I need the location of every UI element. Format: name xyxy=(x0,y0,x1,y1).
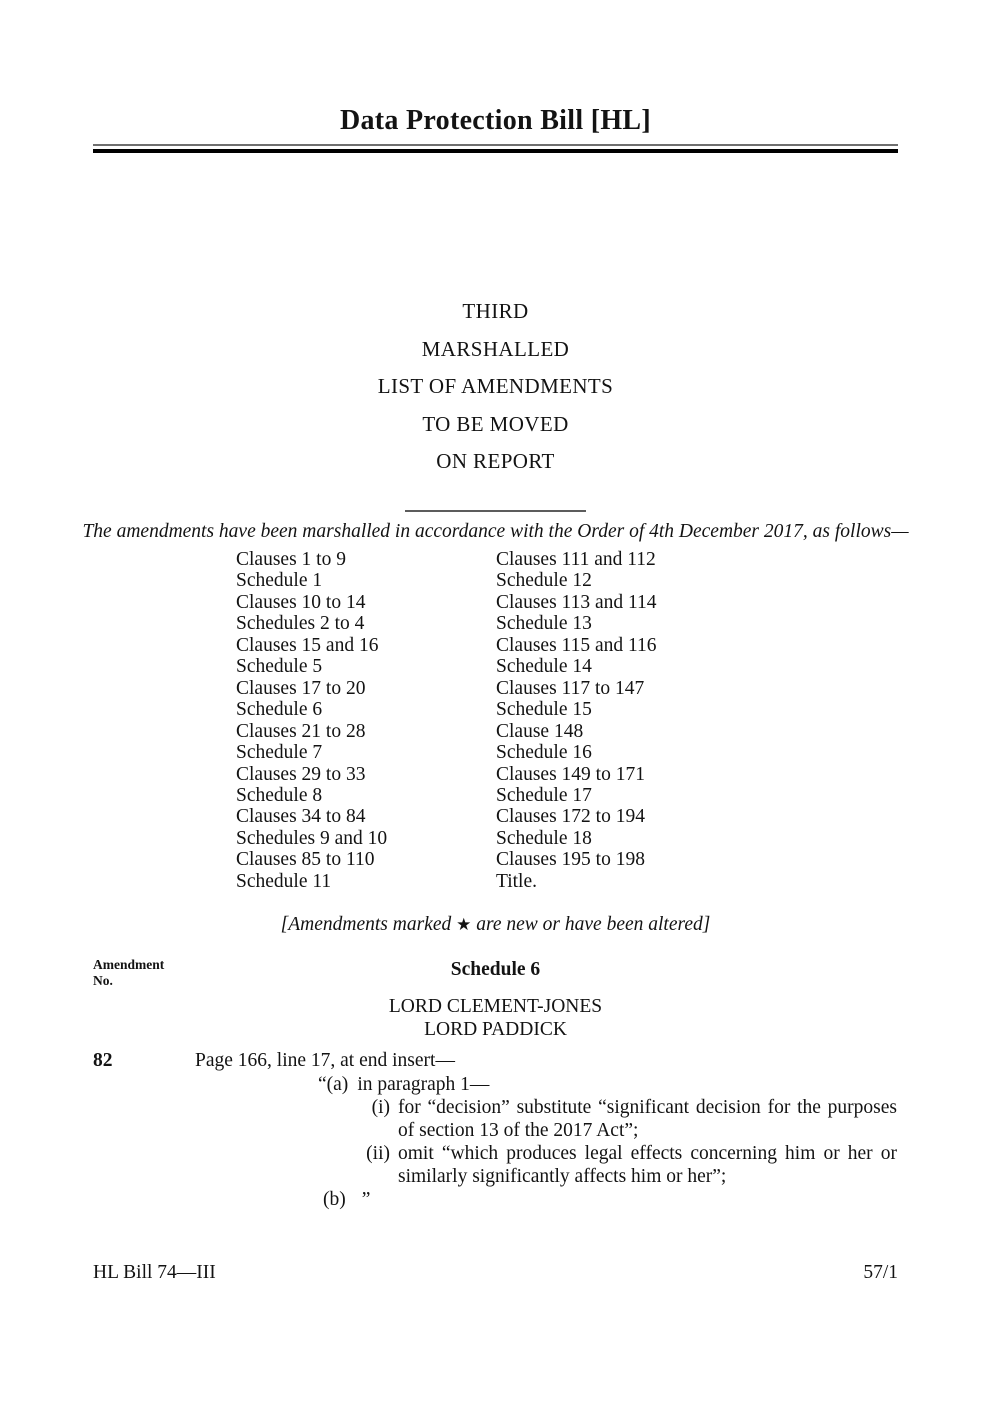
paragraph-a-text: in paragraph 1— xyxy=(357,1074,490,1096)
marshalled-list-right-column xyxy=(496,549,657,892)
page-footer xyxy=(93,1262,898,1284)
movers-list xyxy=(0,995,991,1041)
marshalling-note: The amendments have been marshalled in accordance with the Order of 4th December 2017, as follows— xyxy=(82,520,909,542)
amendment-sub-item-ii xyxy=(352,1142,991,1188)
sub-item-i-text: for “decision” substitute “significant decision for the purposes of section 13 of the 2017 Act”; xyxy=(398,1097,897,1142)
marshalled-list-left-column xyxy=(236,549,496,892)
list-item: Clauses 1 to 9 xyxy=(236,548,346,570)
paragraph-a-label: “(a) xyxy=(318,1074,349,1096)
page-reference: 57/1 xyxy=(863,1262,898,1283)
paragraph-b-closing-quote: ” xyxy=(361,1189,371,1211)
list-item: Clauses 117 to 147 xyxy=(496,677,645,699)
mover-name: LORD CLEMENT-JONES xyxy=(388,996,603,1018)
paragraph-b-label: (b) xyxy=(323,1189,346,1211)
sub-item-i-label: (i) xyxy=(371,1097,390,1119)
list-item: Clauses 85 to 110 xyxy=(236,849,375,871)
list-item: Clauses 21 to 28 xyxy=(236,720,366,742)
list-item: Clauses 34 to 84 xyxy=(236,806,366,828)
title-divider-thick-rule xyxy=(93,149,898,153)
amendment-instruction: Page 166, line 17, at end insert— xyxy=(195,1050,455,1072)
list-item: Clauses 172 to 194 xyxy=(496,806,645,828)
list-item: Clauses 17 to 20 xyxy=(236,677,366,699)
section-divider xyxy=(405,510,586,512)
list-item: Title. xyxy=(496,870,538,892)
amendment-header xyxy=(0,957,991,987)
heading-line-to-be-moved: TO BE MOVED xyxy=(422,411,569,436)
list-item: Clauses 111 and 112 xyxy=(496,548,656,570)
title-divider-thin-rule xyxy=(93,144,898,146)
amendment-paragraph-a xyxy=(318,1073,991,1096)
amendment-sub-item-i xyxy=(352,1096,991,1142)
list-item: Schedule 13 xyxy=(496,613,592,635)
amendment-number: 82 xyxy=(93,1050,113,1072)
heading-line-on-report: ON REPORT xyxy=(436,449,555,474)
heading-line-list-of-amendments: LIST OF AMENDMENTS xyxy=(377,374,614,399)
list-item: Schedule 14 xyxy=(496,656,592,678)
heading-line-marshalled: MARSHALLED xyxy=(421,336,570,361)
list-item: Clauses 10 to 14 xyxy=(236,591,366,613)
list-item: Clauses 195 to 198 xyxy=(496,849,645,871)
list-item: Schedule 16 xyxy=(496,742,592,764)
star-note-suffix: are new or have been altered] xyxy=(471,914,711,936)
list-item: Schedule 15 xyxy=(496,699,592,721)
list-item: Schedule 11 xyxy=(236,870,332,892)
list-item: Clauses 115 and 116 xyxy=(496,634,657,656)
amendment-no-label-line1: Amendment xyxy=(93,957,165,973)
list-item: Schedule 18 xyxy=(496,827,592,849)
list-item: Schedule 1 xyxy=(236,570,323,592)
sub-item-ii-text: omit “which produces legal effects concerning him or her or similarly significantly affects him or her”; xyxy=(398,1143,897,1188)
list-item: Clause 148 xyxy=(496,720,584,742)
sub-item-ii-label: (ii) xyxy=(366,1143,390,1165)
title-divider xyxy=(93,144,898,153)
amendment-no-label-line2: No. xyxy=(93,973,113,989)
list-item: Schedule 5 xyxy=(236,656,323,678)
schedule-title: Schedule 6 xyxy=(450,959,541,981)
star-icon: ★ xyxy=(456,915,472,935)
marshalled-list xyxy=(236,549,991,892)
list-item: Schedule 6 xyxy=(236,699,323,721)
mover-name: LORD PADDICK xyxy=(424,1019,567,1041)
list-item: Schedule 12 xyxy=(496,570,592,592)
heading-line-third: THIRD xyxy=(462,299,529,323)
list-item: Clauses 113 and 114 xyxy=(496,591,657,613)
list-item: Clauses 29 to 33 xyxy=(236,763,366,785)
amendment-paragraph-b xyxy=(323,1188,991,1211)
list-item: Schedule 8 xyxy=(236,784,323,806)
list-item: Schedule 17 xyxy=(496,784,592,806)
star-note-prefix: [Amendments marked xyxy=(280,914,457,936)
bill-number: HL Bill 74—III xyxy=(93,1262,216,1283)
list-item: Schedule 7 xyxy=(236,742,323,764)
amendment-82 xyxy=(0,1049,991,1072)
list-item: Clauses 149 to 171 xyxy=(496,763,645,785)
page-title: Data Protection Bill [HL] xyxy=(339,105,652,136)
list-item: Schedules 2 to 4 xyxy=(236,613,365,635)
list-item: Schedules 9 and 10 xyxy=(236,827,388,849)
document-headings xyxy=(0,293,991,481)
amendment-no-column-label xyxy=(93,957,164,989)
list-item: Clauses 15 and 16 xyxy=(236,634,379,656)
star-note xyxy=(0,914,991,936)
